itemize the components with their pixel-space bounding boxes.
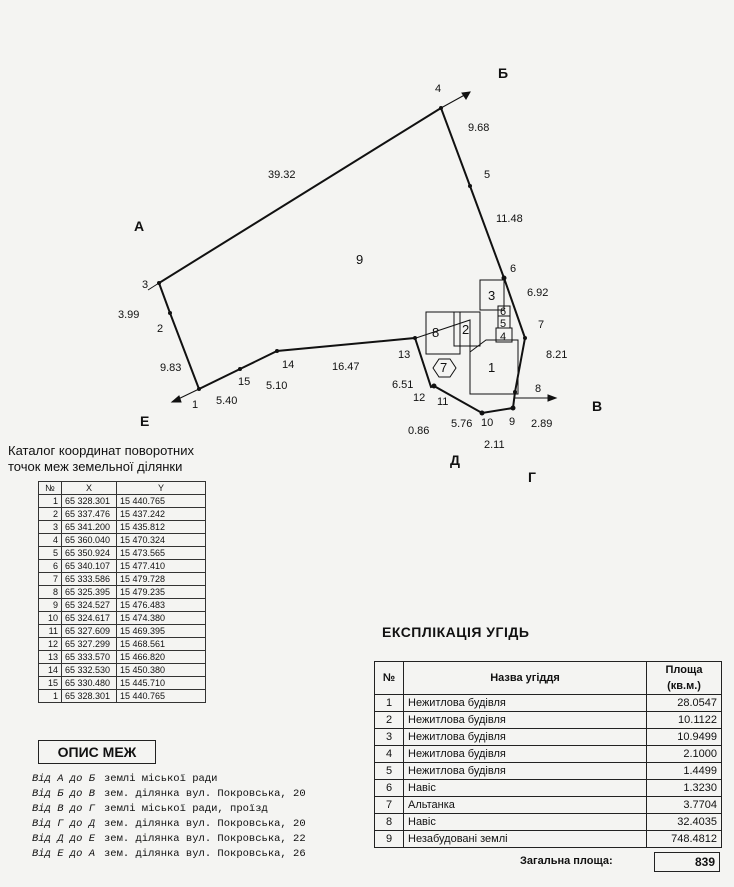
boundary-row [32, 787, 306, 802]
side-letter-e: Е [140, 413, 150, 429]
explication-header: № Назва угіддя Площа (кв.м.) [375, 662, 722, 695]
coordinates-cell: 6 [39, 560, 62, 573]
boundary-arrows [148, 92, 556, 402]
explication-cell: 10.9499 [647, 729, 722, 746]
coordinates-cell: 15 [39, 677, 62, 690]
coordinates-cell: 12 [39, 638, 62, 651]
boundary-neighbor: землі міської ради [104, 773, 218, 785]
point-label-3: 3 [142, 279, 149, 291]
coordinates-cell: 1 [39, 690, 62, 703]
coordinates-cell: 4 [39, 534, 62, 547]
distance-12-13: 6.51 [392, 379, 414, 391]
distance-10-11: 5.76 [451, 418, 473, 430]
explication-cell: Нежитлова будівля [404, 746, 647, 763]
boundary-segment: Від Д до Е [32, 833, 96, 845]
explication-cell: 9 [375, 831, 404, 848]
coordinates-cell: 15 479.235 [117, 586, 206, 599]
coordinates-cell: 15 445.710 [117, 677, 206, 690]
building-number-5: 5 [500, 318, 507, 330]
coordinates-row [39, 651, 206, 664]
coordinates-cell: 65 333.586 [62, 573, 117, 586]
explication-cell: Нежитлова будівля [404, 695, 647, 712]
side-letter-g: Г [528, 469, 536, 485]
coordinates-row [39, 612, 206, 625]
coordinates-cell: 15 477.410 [117, 560, 206, 573]
explication-cell: 6 [375, 780, 404, 797]
boundary-neighbor: зем. ділянка вул. Покровська, 20 [104, 818, 306, 830]
catalog-title: Каталог координат поворотних точок меж земельної ділянки [8, 443, 194, 474]
building-number-8: 8 [432, 325, 440, 340]
coordinates-cell: 65 350.924 [62, 547, 117, 560]
point-label-9: 9 [509, 416, 516, 428]
point-label-14: 14 [282, 359, 295, 371]
coordinates-row [39, 573, 206, 586]
coordinates-cell: 15 479.728 [117, 573, 206, 586]
coordinates-cell: 2 [39, 508, 62, 521]
explication-cell: 1 [375, 695, 404, 712]
coordinates-cell: 3 [39, 521, 62, 534]
side-letter-b: Б [498, 65, 509, 81]
boundary-segment: Від А до Б [32, 773, 96, 785]
coordinates-cell: 15 437.242 [117, 508, 206, 521]
point-label-1: 1 [192, 399, 199, 411]
coordinates-row [39, 521, 206, 534]
coordinates-cell: 9 [39, 599, 62, 612]
explication-cell: 748.4812 [647, 831, 722, 848]
coordinates-cell: 5 [39, 547, 62, 560]
point-label-6: 6 [510, 263, 517, 275]
explication-row [375, 695, 722, 712]
building-number-4: 4 [500, 331, 507, 343]
distance-11-12: 0.86 [408, 425, 430, 437]
coordinates-cell: 65 327.299 [62, 638, 117, 651]
explication-cell: 7 [375, 797, 404, 814]
distance-8-9: 2.89 [531, 418, 553, 430]
coordinates-cell: 1 [39, 495, 62, 508]
distance-13-14: 16.47 [332, 361, 360, 373]
building-number-7: 7 [440, 360, 448, 375]
coordinates-cell: 65 325.395 [62, 586, 117, 599]
explication-cell: 2 [375, 712, 404, 729]
distance-1-2: 9.83 [160, 362, 182, 374]
explication-cell: 1.3230 [647, 780, 722, 797]
distance-15-1: 5.40 [216, 395, 238, 407]
coordinates-cell: 15 469.395 [117, 625, 206, 638]
boundary-row [32, 802, 306, 817]
total-area-label: Загальна площа: [520, 855, 613, 867]
explication-cell: 32.4035 [647, 814, 722, 831]
parcel-number: 9 [356, 252, 364, 267]
distance-5-6: 11.48 [496, 213, 523, 225]
explication-cell: Нежитлова будівля [404, 763, 647, 780]
boundary-neighbor: зем. ділянка вул. Покровська, 22 [104, 833, 306, 845]
coordinates-cell: 65 327.609 [62, 625, 117, 638]
coordinates-cell: 15 440.765 [117, 690, 206, 703]
distance-6-7: 6.92 [527, 287, 549, 299]
explication-cell: 1.4499 [647, 763, 722, 780]
coordinates-cell: 15 440.765 [117, 495, 206, 508]
coordinates-cell: 15 468.561 [117, 638, 206, 651]
point-label-11: 11 [437, 396, 449, 408]
coordinates-table [38, 481, 206, 703]
point-label-5: 5 [484, 169, 491, 181]
coordinates-cell: 7 [39, 573, 62, 586]
distance-4-5: 9.68 [468, 122, 490, 134]
coordinates-cell: 65 340.107 [62, 560, 117, 573]
coordinates-row [39, 677, 206, 690]
coordinates-row [39, 508, 206, 521]
boundary-segment: Від Г до Д [32, 818, 96, 830]
boundary-neighbor: зем. ділянка вул. Покровська, 26 [104, 848, 306, 860]
coordinates-row [39, 534, 206, 547]
explication-cell: Нежитлова будівля [404, 712, 647, 729]
explication-cell: 10.1122 [647, 712, 722, 729]
explication-row [375, 831, 722, 848]
coordinates-row [39, 599, 206, 612]
boundary-row [32, 847, 306, 862]
coordinates-row [39, 638, 206, 651]
side-letter-d: Д [450, 452, 460, 468]
distance-2-3: 3.99 [118, 309, 140, 321]
coordinates-header: № X Y [39, 482, 206, 495]
coordinates-cell: 15 474.380 [117, 612, 206, 625]
coordinates-cell: 13 [39, 651, 62, 664]
boundaries-title: ОПИС МЕЖ [38, 740, 156, 764]
distance-3-4: 39.32 [268, 169, 296, 181]
explication-cell: 8 [375, 814, 404, 831]
coordinates-cell: 15 435.812 [117, 521, 206, 534]
distance-9-10: 2.11 [484, 439, 505, 451]
explication-row [375, 763, 722, 780]
coordinates-row [39, 664, 206, 677]
boundary-row [32, 772, 306, 787]
explication-row [375, 746, 722, 763]
explication-row [375, 712, 722, 729]
distance-7-8: 8.21 [546, 349, 568, 361]
coordinates-cell: 14 [39, 664, 62, 677]
side-letter-v: В [592, 398, 603, 414]
coordinates-cell: 15 473.565 [117, 547, 206, 560]
coordinates-cell: 15 450.380 [117, 664, 206, 677]
coordinates-row [39, 495, 206, 508]
coordinates-cell: 65 328.301 [62, 495, 117, 508]
coordinates-row [39, 586, 206, 599]
boundaries-list [32, 772, 306, 862]
point-label-2: 2 [157, 323, 164, 335]
point-label-7: 7 [538, 319, 545, 331]
coordinates-cell: 15 476.483 [117, 599, 206, 612]
coordinates-cell: 65 337.476 [62, 508, 117, 521]
point-label-8: 8 [535, 383, 542, 395]
coordinates-cell: 65 324.527 [62, 599, 117, 612]
coordinates-row [39, 625, 206, 638]
explication-row [375, 780, 722, 797]
explication-cell: Незабудовані землі [404, 831, 647, 848]
explication-row [375, 729, 722, 746]
explication-cell: Навіс [404, 780, 647, 797]
boundary-neighbor: зем. ділянка вул. Покровська, 20 [104, 788, 306, 800]
coordinates-row [39, 560, 206, 573]
point-label-4: 4 [435, 83, 442, 95]
distance-14-15: 5.10 [266, 380, 288, 392]
building-number-2: 2 [462, 322, 470, 337]
coordinates-cell: 8 [39, 586, 62, 599]
explication-cell: 5 [375, 763, 404, 780]
explication-row [375, 814, 722, 831]
point-label-10: 10 [481, 417, 494, 429]
coordinates-row [39, 547, 206, 560]
boundary-neighbor: землі міської ради, проїзд [104, 803, 268, 815]
explication-cell: 2.1000 [647, 746, 722, 763]
explication-cell: 4 [375, 746, 404, 763]
coordinates-cell: 65 333.570 [62, 651, 117, 664]
coordinates-cell: 65 332.530 [62, 664, 117, 677]
explication-cell: Альтанка [404, 797, 647, 814]
coordinates-cell: 15 470.324 [117, 534, 206, 547]
coordinates-cell: 65 328.301 [62, 690, 117, 703]
explication-cell: 3 [375, 729, 404, 746]
coordinates-row [39, 690, 206, 703]
side-letter-a: А [134, 218, 145, 234]
point-label-13: 13 [398, 349, 411, 361]
coordinates-cell: 15 466.820 [117, 651, 206, 664]
coordinates-cell: 65 360.040 [62, 534, 117, 547]
point-label-12: 12 [413, 392, 426, 404]
coordinates-cell: 11 [39, 625, 62, 638]
coordinates-cell: 65 341.200 [62, 521, 117, 534]
explication-cell: Навіс [404, 814, 647, 831]
coordinates-cell: 10 [39, 612, 62, 625]
building-number-6: 6 [500, 306, 507, 318]
boundary-segment: Від В до Г [32, 803, 96, 815]
boundary-segment: Від Б до В [32, 788, 96, 800]
building-number-1: 1 [488, 360, 496, 375]
explication-row [375, 797, 722, 814]
coordinates-cell: 65 330.480 [62, 677, 117, 690]
explication-cell: 3.7704 [647, 797, 722, 814]
total-area-value: 839 [654, 852, 720, 872]
building-number-3: 3 [488, 288, 496, 303]
explication-title: ЕКСПЛІКАЦІЯ УГІДЬ [382, 624, 530, 640]
coordinates-cell: 65 324.617 [62, 612, 117, 625]
explication-cell: 28.0547 [647, 695, 722, 712]
explication-table [374, 661, 722, 848]
boundary-row [32, 832, 306, 847]
boundary-row [32, 817, 306, 832]
point-label-15: 15 [238, 376, 251, 388]
explication-cell: Нежитлова будівля [404, 729, 647, 746]
boundary-segment: Від Е до А [32, 848, 96, 860]
